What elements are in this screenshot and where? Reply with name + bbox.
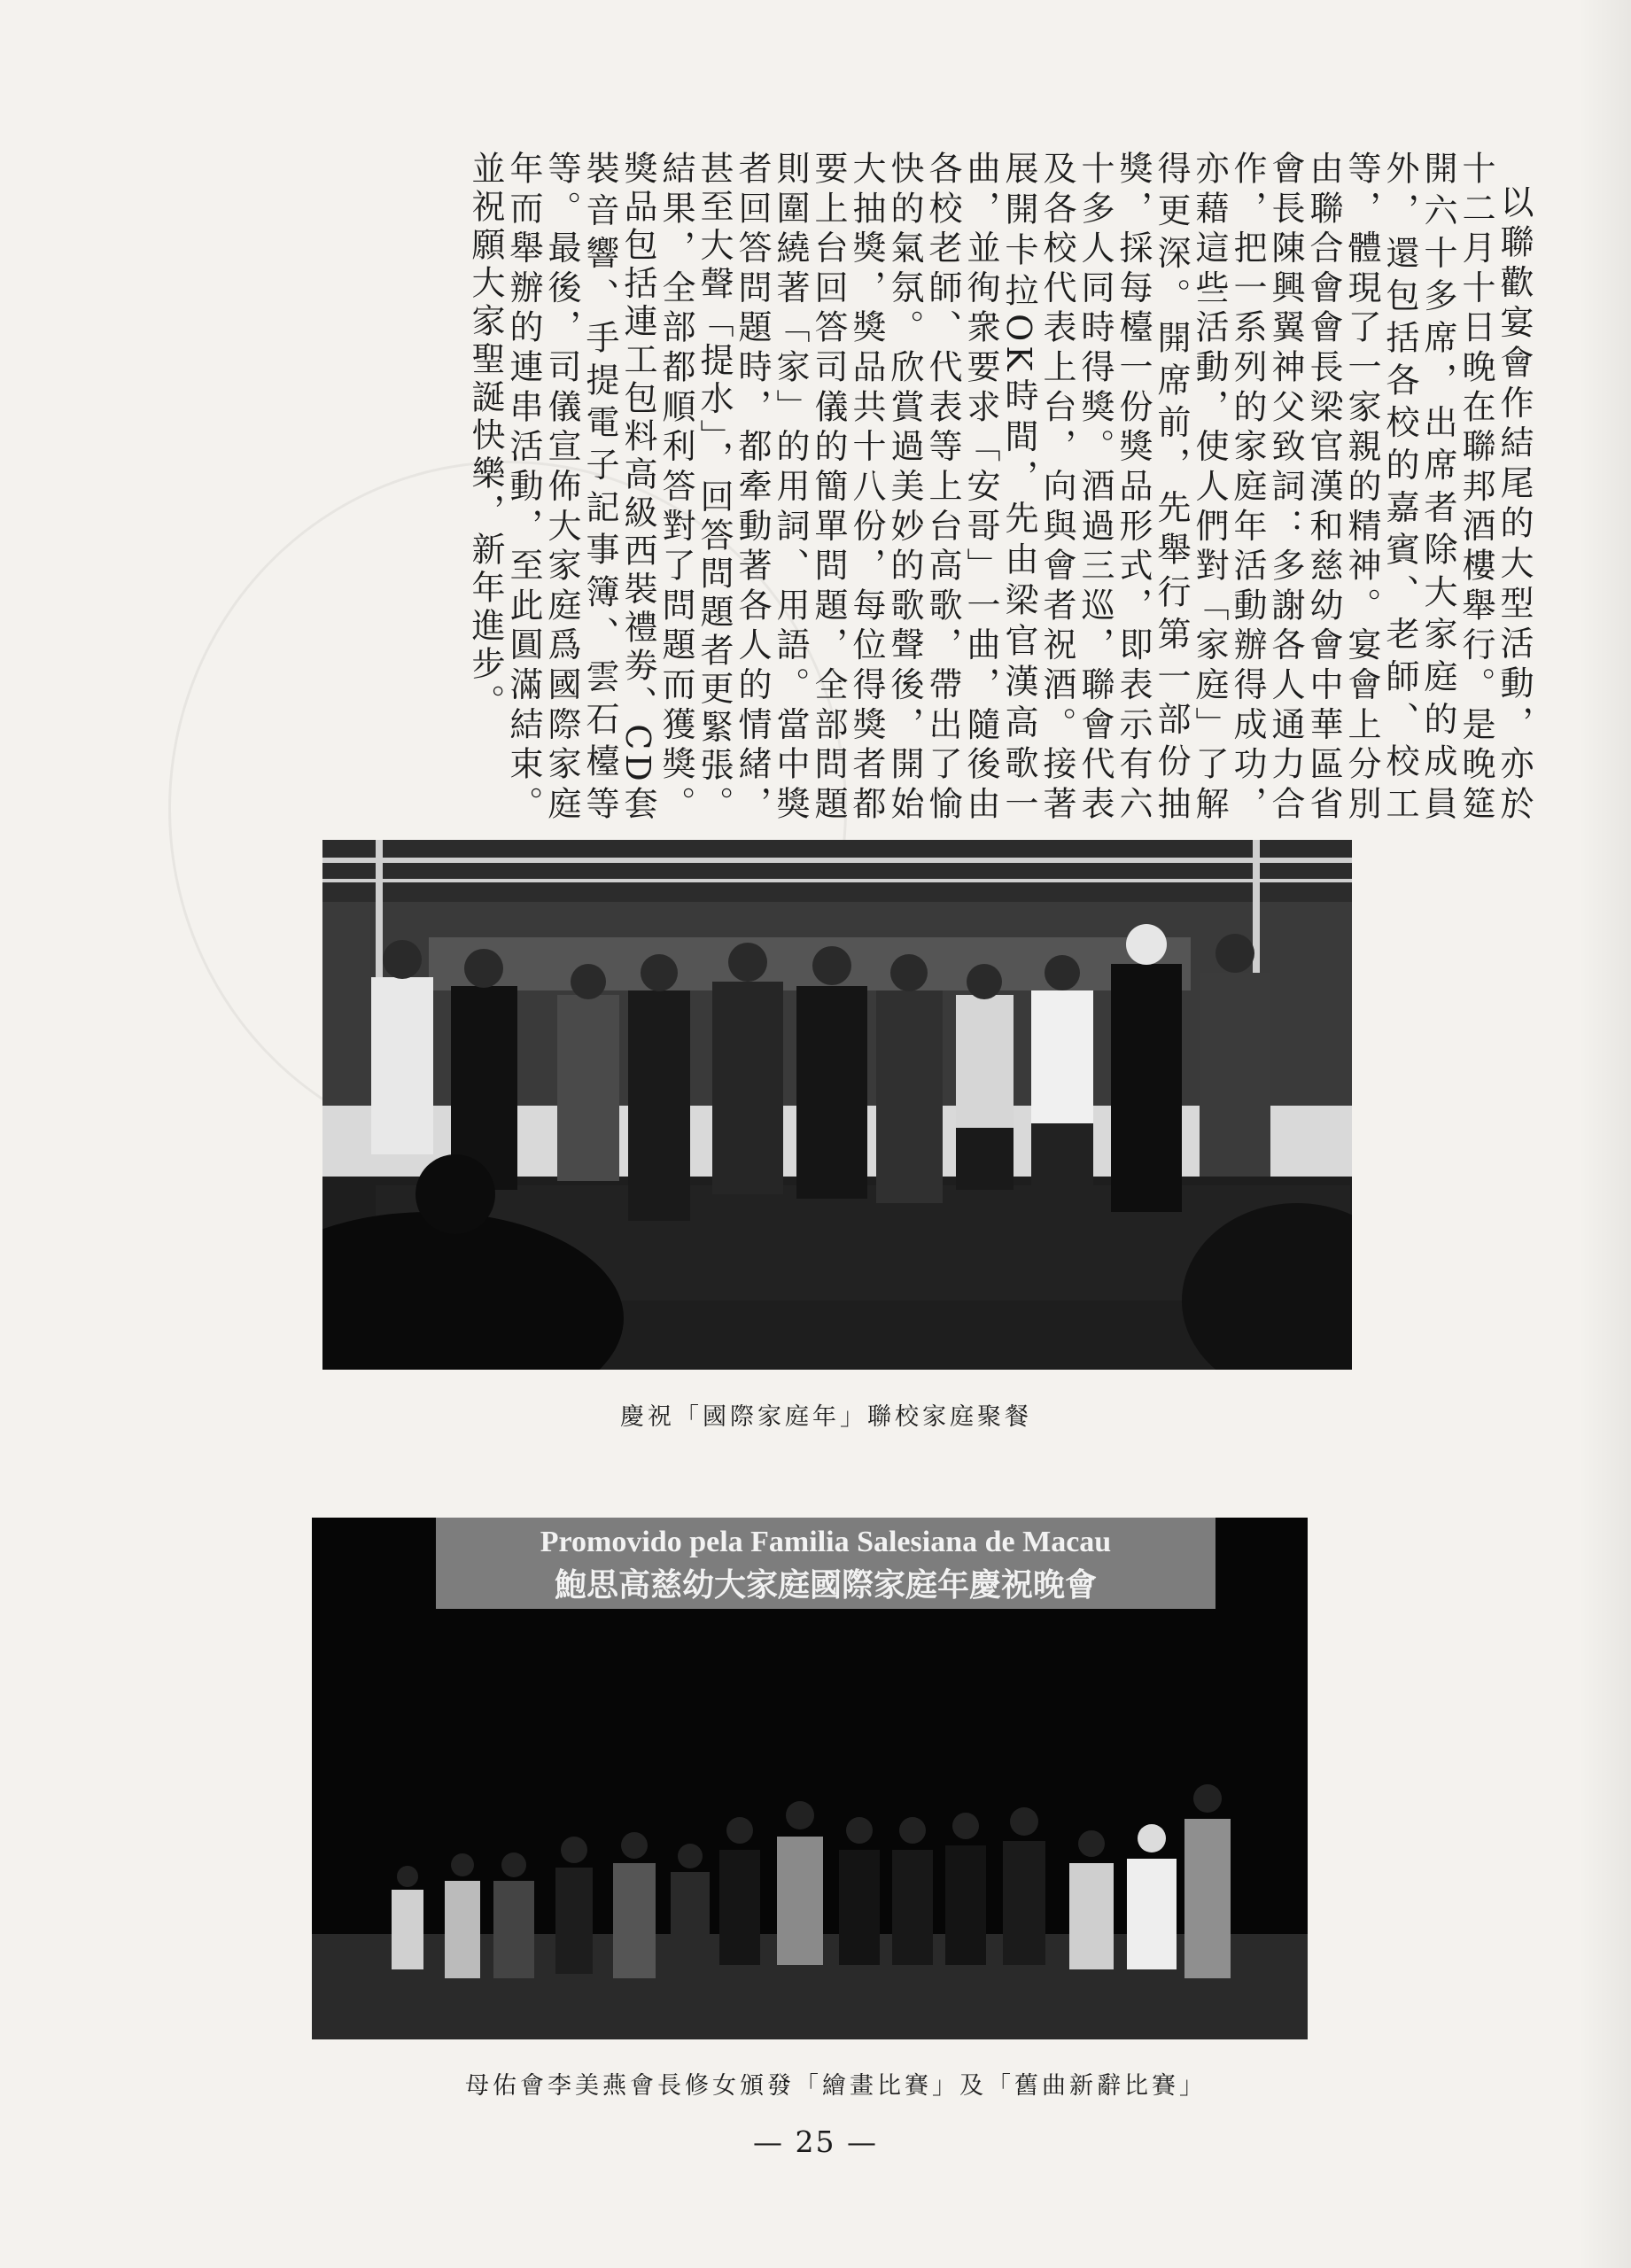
banner-line-portuguese: Promovido pela Familia Salesiana de Macau [540,1526,1112,1558]
photo-caption-2: 母佑會李美燕會長修女頒發「繪畫比賽」及「舊曲新辭比賽」 [465,2072,1207,2100]
photo-award-ceremony [312,1518,1308,2039]
banner-line-chinese: 鮑思高慈幼大家庭國際家庭年慶祝晚會 [554,1567,1098,1604]
photo-banquet-toast [322,840,1352,1370]
page-number: — 25 — [753,2124,878,2159]
scan-edge-shadow [1578,0,1631,2268]
article-body [301,151,1533,824]
photo-caption-1: 慶祝「國際家庭年」聯校家庭聚餐 [620,1403,1032,1431]
article-paragraph: 以聯歡宴會作結尾的大型活動，亦於十二月十日晚在聯邦酒樓舉行。是晚筵開六十多席，出席者除大家庭的成員外，還包括各校的嘉賓、老師、校工等，體現了一家親的精神。宴會上分別由聯合會會長梁官漢和慈幼會中華區省會長陳興翼神父致詞：多謝各人通力合作，把一系列的家庭年活動辦得成功，亦藉這些活動，使人們對「家庭」了解得更深。開席前，先舉行第一部份抽獎，採每檯一份獎品形式，即表示有六十多人同時得獎。酒過三巡，聯會代表及各校代表上台，向與會者祝酒。接著展開卡拉OK時間，先由梁官漢高歌一曲，並徇衆要求「安哥」一曲，隨後由各校老師、代表等上台高歌，帶出了愉快的氣氛。欣賞過美妙的歌聲後，開始大抽獎，獎品共十八份，每位得獎者都要上台回答司儀的簡單問題，全部問題則圍繞著「家」的用詞、用語。當中獎者回答問題時，都牽動著各人的情緒，甚至大聲「提水」，回答問題者更緊張。結果，全部都順利答對了問題而獲獎。獎品包括連工包料高級西裝禮劵、CD套裝音響、手提電子記事簿、雲石檯等等。最後，司儀宣佈大家庭爲國際家庭年而舉辦的連串活動，至此圓滿結束。並祝願大家聖誕快樂，新年進步。 [466,151,1534,824]
